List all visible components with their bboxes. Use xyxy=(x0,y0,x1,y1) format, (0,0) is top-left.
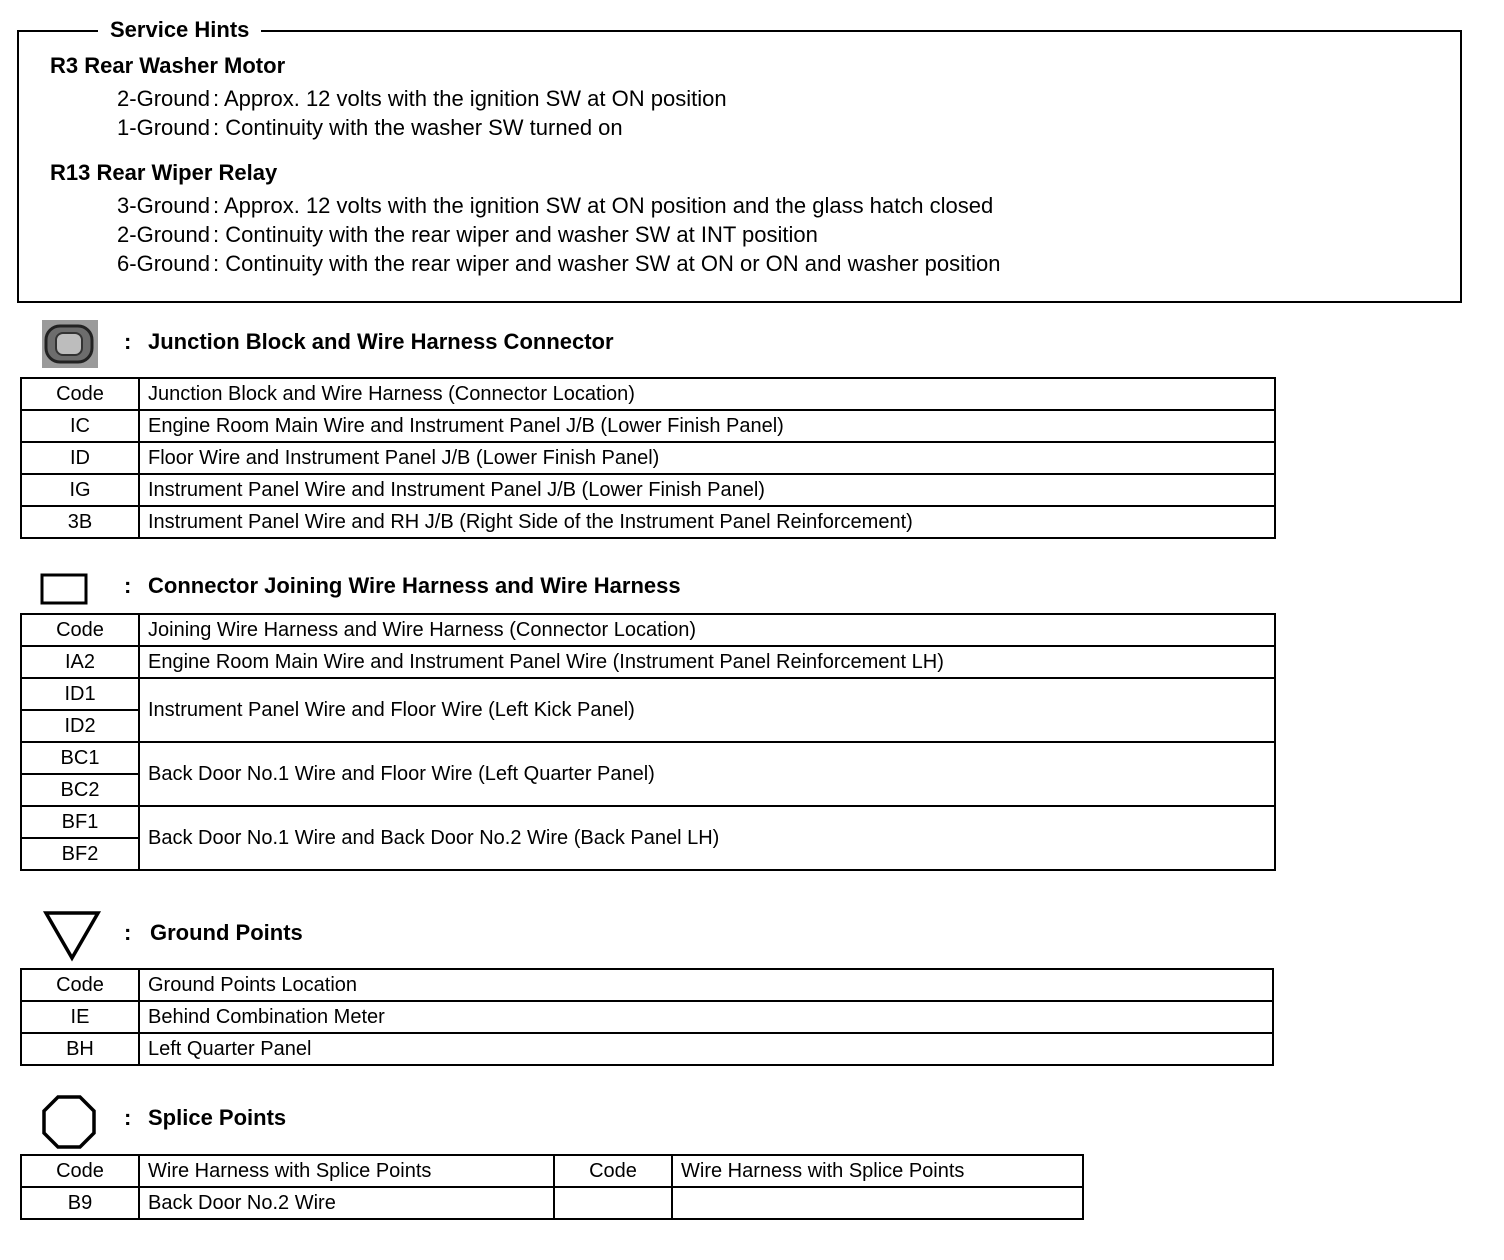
section-colon: : xyxy=(124,1105,132,1130)
table-cell xyxy=(672,1187,1083,1219)
table-row xyxy=(21,1187,1083,1219)
table-cell: IE xyxy=(21,1001,139,1033)
table-cell: BH xyxy=(21,1033,139,1065)
junction-block-icon xyxy=(40,318,100,370)
table-cell: IC xyxy=(21,410,139,442)
service-hints-title: Service Hints xyxy=(98,16,261,44)
table-cell: Engine Room Main Wire and Instrument Panel J/B (Lower Finish Panel) xyxy=(139,410,1275,442)
table-row xyxy=(21,742,1275,774)
hint-desc: : Approx. 12 volts with the ignition SW at ON position xyxy=(213,86,727,111)
table-row xyxy=(21,678,1275,710)
table-header-row xyxy=(21,1155,1083,1187)
ground-section-title: Ground Points xyxy=(150,920,303,945)
table-cell: ID xyxy=(21,442,139,474)
table-row xyxy=(21,1001,1273,1033)
table-cell: BC1 xyxy=(21,742,139,774)
hint-desc: : Continuity with the washer SW turned on xyxy=(213,115,623,140)
section-colon: : xyxy=(124,573,132,598)
table-cell: Ground Points Location xyxy=(139,969,1273,1001)
table-row xyxy=(21,806,1275,838)
ground-triangle-icon xyxy=(42,908,104,962)
table-cell: Instrument Panel Wire and Instrument Panel J/B (Lower Finish Panel) xyxy=(139,474,1275,506)
hint-desc: : Approx. 12 volts with the ignition SW at ON position and the glass hatch closed xyxy=(213,193,994,218)
table-cell: Wire Harness with Splice Points xyxy=(672,1155,1083,1187)
table-cell: Code xyxy=(21,378,139,410)
table-cell: Instrument Panel Wire and RH J/B (Right Side of the Instrument Panel Reinforcement) xyxy=(139,506,1275,538)
table-row xyxy=(21,506,1275,538)
connector-section-title: Connector Joining Wire Harness and Wire Harness xyxy=(148,573,681,598)
table-cell: Floor Wire and Instrument Panel J/B (Lower Finish Panel) xyxy=(139,442,1275,474)
table-row xyxy=(21,474,1275,506)
section-colon: : xyxy=(124,920,132,945)
hint-pin: 3-Ground xyxy=(117,193,210,218)
table-cell: IA2 xyxy=(21,646,139,678)
connector-icon xyxy=(40,572,90,606)
splice-table xyxy=(20,1154,1084,1220)
table-cell: Engine Room Main Wire and Instrument Panel Wire (Instrument Panel Reinforcement LH) xyxy=(139,646,1275,678)
section-colon: : xyxy=(124,329,132,354)
table-cell: Back Door No.1 Wire and Floor Wire (Left Quarter Panel) xyxy=(139,742,1275,806)
connector-table xyxy=(20,613,1276,871)
table-cell: IG xyxy=(21,474,139,506)
table-row xyxy=(21,1033,1273,1065)
table-cell: BC2 xyxy=(21,774,139,806)
table-cell: BF2 xyxy=(21,838,139,870)
table-cell: BF1 xyxy=(21,806,139,838)
table-cell: Left Quarter Panel xyxy=(139,1033,1273,1065)
table-cell: B9 xyxy=(21,1187,139,1219)
ground-table xyxy=(20,968,1274,1066)
hint-pin: 6-Ground xyxy=(117,251,210,276)
table-header-row xyxy=(21,614,1275,646)
table-cell: Code xyxy=(21,1155,139,1187)
table-cell: Instrument Panel Wire and Floor Wire (Left Kick Panel) xyxy=(139,678,1275,742)
table-header-row xyxy=(21,969,1273,1001)
hint-heading-r13: R13 Rear Wiper Relay xyxy=(50,160,278,185)
hint-heading-r3: R3 Rear Washer Motor xyxy=(50,53,286,78)
table-cell: Junction Block and Wire Harness (Connector Location) xyxy=(139,378,1275,410)
table-row xyxy=(21,442,1275,474)
splice-section-title: Splice Points xyxy=(148,1105,287,1130)
splice-octagon-icon xyxy=(40,1094,98,1150)
table-cell: Code xyxy=(554,1155,672,1187)
table-cell: 3B xyxy=(21,506,139,538)
junction-table xyxy=(20,377,1276,539)
hint-desc: : Continuity with the rear wiper and washer SW at ON or ON and washer position xyxy=(213,251,1001,276)
table-cell: Code xyxy=(21,969,139,1001)
hint-pin: 2-Ground xyxy=(117,222,210,247)
table-row xyxy=(21,410,1275,442)
hint-pin: 1-Ground xyxy=(117,115,210,140)
table-cell: ID1 xyxy=(21,678,139,710)
junction-section-title: Junction Block and Wire Harness Connector xyxy=(148,329,614,354)
table-cell: Back Door No.1 Wire and Back Door No.2 Wire (Back Panel LH) xyxy=(139,806,1275,870)
table-cell: Code xyxy=(21,614,139,646)
hint-desc: : Continuity with the rear wiper and washer SW at INT position xyxy=(213,222,818,247)
table-cell: Wire Harness with Splice Points xyxy=(139,1155,554,1187)
table-cell xyxy=(554,1187,672,1219)
table-cell: Behind Combination Meter xyxy=(139,1001,1273,1033)
table-cell: ID2 xyxy=(21,710,139,742)
table-header-row xyxy=(21,378,1275,410)
hint-pin: 2-Ground xyxy=(117,86,210,111)
table-cell: Back Door No.2 Wire xyxy=(139,1187,554,1219)
table-row xyxy=(21,646,1275,678)
table-cell: Joining Wire Harness and Wire Harness (Connector Location) xyxy=(139,614,1275,646)
